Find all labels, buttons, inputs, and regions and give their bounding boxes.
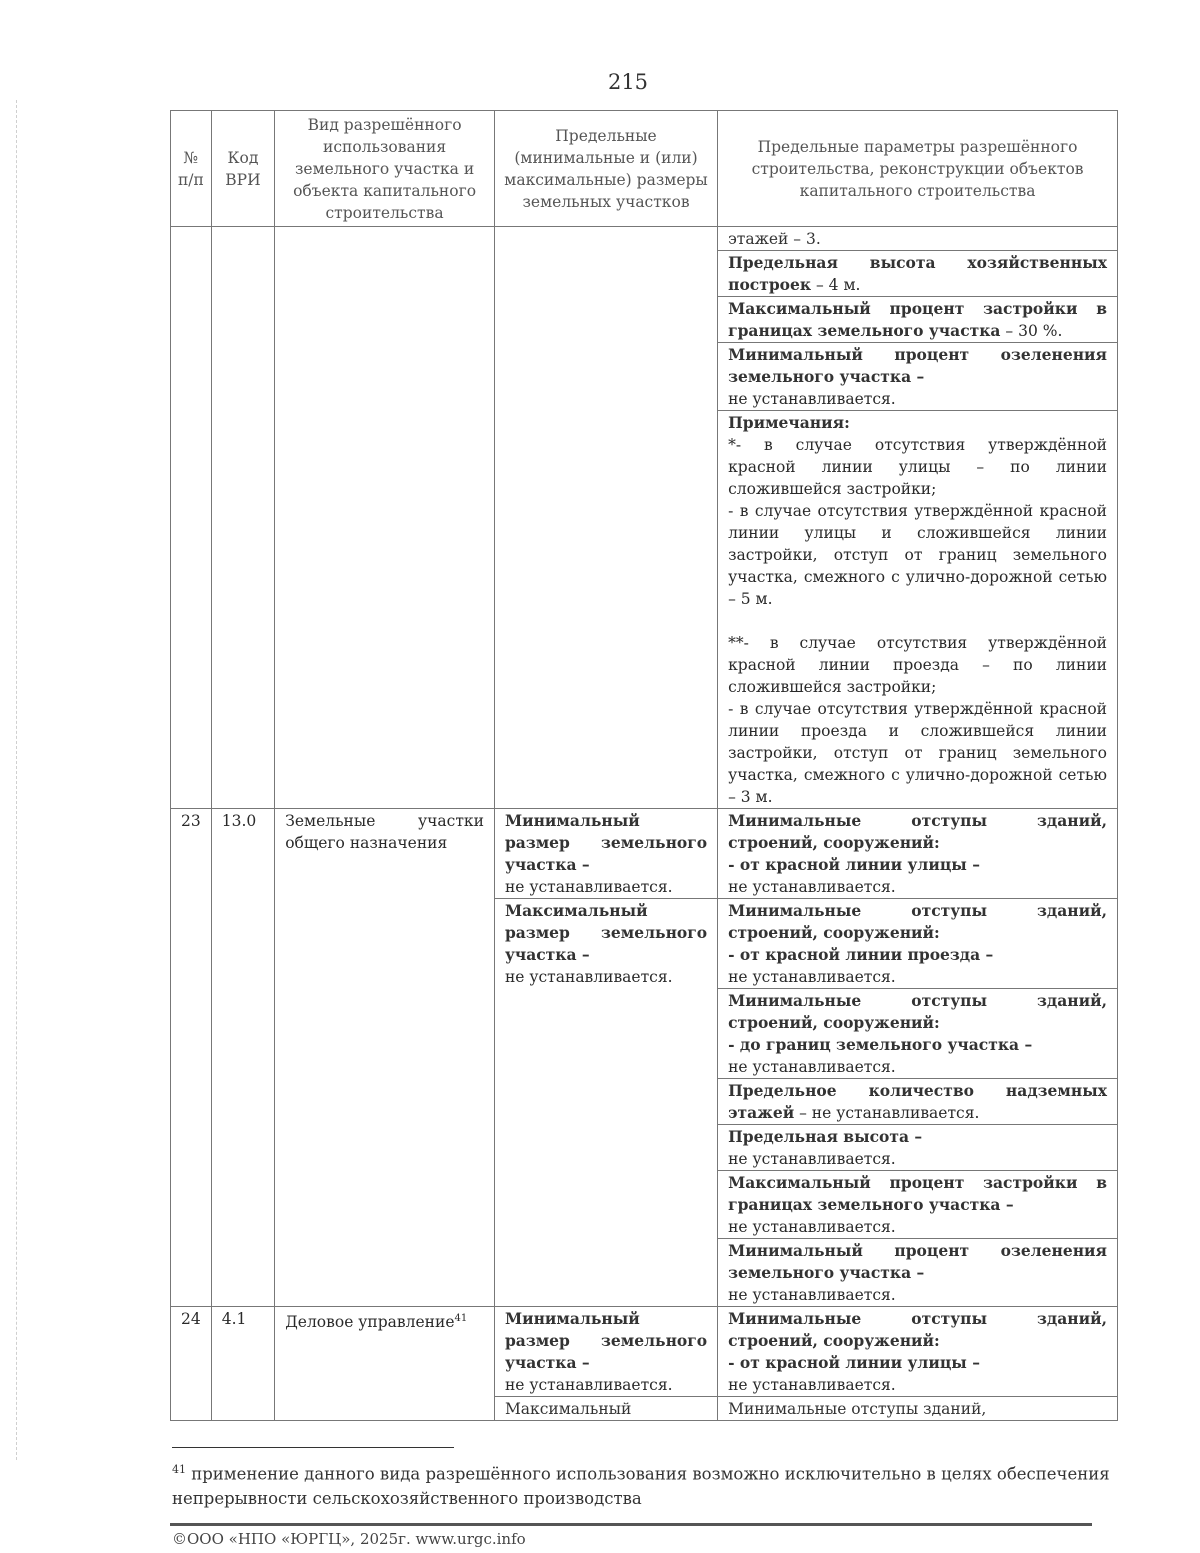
row23-param-5: Предельная высота – не устанавливается. [718, 1125, 1118, 1171]
row23-param-2: Минимальные отступы зданий, строений, сооружений: - от красной линии проезда – не устанавливается. [718, 899, 1118, 989]
row23-max-size: Максимальный размер земельного участка – не устанавливается. [494, 899, 717, 1307]
row23-param-4: Предельное количество надземных этажей – не устанавливается. [718, 1079, 1118, 1125]
note-2b: - в случае отсутствия утверждённой красной линии проезда и сложившейся линии застройки, отступ от границ земельного участка, смежного с улично-дорожной сетью – 3 м. [728, 700, 1107, 806]
copyright: ©ООО «НПО «ЮРГЦ», 2025г. www.urgc.info [172, 1530, 526, 1548]
table-row-23 [171, 809, 1118, 899]
row23-num: 23 [171, 809, 212, 1307]
param-greening: Минимальный процент озеленения земельного участка – не устанавливается. [718, 343, 1118, 411]
param-coverage: Максимальный процент застройки в границах земельного участка – 30 %. [718, 297, 1118, 343]
regulations-table [170, 110, 1118, 1421]
row24-num: 24 [171, 1307, 212, 1421]
footer-rule [170, 1523, 1092, 1526]
note-1a: *- в случае отсутствия утверждённой красной линии улицы – по линии сложившейся застройки; [728, 436, 1107, 498]
cell-num [171, 227, 212, 809]
table-row [171, 227, 1118, 251]
header-params: Предельные параметры разрешённого строительства, реконструкции объектов капитального строительства [718, 111, 1118, 227]
header-name: Вид разрешённого использования земельного участка и объекта капитального строительства [275, 111, 495, 227]
page-number: 215 [607, 70, 649, 94]
row24-max-size: Максимальный [494, 1397, 717, 1421]
param-outbuildings-height: Предельная высота хозяйственных построек – 4 м. [718, 251, 1118, 297]
notes-title: Примечания: [728, 413, 850, 432]
row23-code: 13.0 [211, 809, 274, 1307]
row23-param-6: Максимальный процент застройки в границах земельного участка – не устанавливается. [718, 1171, 1118, 1239]
row24-code: 4.1 [211, 1307, 274, 1421]
note-2a: **- в случае отсутствия утверждённой красной линии проезда – по линии сложившейся застройки; [728, 634, 1107, 696]
row23-min-size: Минимальный размер земельного участка – не устанавливается. [494, 809, 717, 899]
row23-name: Земельные участки общего назначения [275, 809, 495, 1307]
header-code: Код ВРИ [211, 111, 274, 227]
param-floors-tail: этажей – 3. [718, 227, 1118, 251]
cell-code [211, 227, 274, 809]
header-size: Предельные (минимальные и (или) максимальные) размеры земельных участков [494, 111, 717, 227]
param-notes [718, 411, 1118, 809]
row24-name: Деловое управление$^{41}$ [275, 1307, 495, 1421]
header-num: № п/п [171, 111, 212, 227]
footnote-separator [172, 1447, 454, 1448]
table-row-24 [171, 1307, 1118, 1397]
row24-param-2: Минимальные отступы зданий, [718, 1397, 1118, 1421]
footnote: $^{41}$ применение данного вида разрешённого использования возможно исключительно в целях обеспечения непрерывности сельскохозяйственного производства [172, 1463, 1110, 1508]
row23-param-3: Минимальные отступы зданий, строений, сооружений: - до границ земельного участка – не устанавливается. [718, 989, 1118, 1079]
row23-param-7: Минимальный процент озеленения земельного участка – не устанавливается. [718, 1239, 1118, 1307]
scan-edge-artifact [16, 100, 17, 1460]
row23-param-1: Минимальные отступы зданий, строений, сооружений: - от красной линии улицы – не устанавливается. [718, 809, 1118, 899]
row24-param-1: Минимальные отступы зданий, строений, сооружений: - от красной линии улицы – не устанавливается. [718, 1307, 1118, 1397]
table-header [171, 111, 1118, 227]
cell-size [494, 227, 717, 809]
note-1b: - в случае отсутствия утверждённой красной линии улицы и сложившейся линии застройки, отступ от границ земельного участка, смежного с улично-дорожной сетью – 5 м. [728, 502, 1107, 608]
cell-name [275, 227, 495, 809]
row24-min-size: Минимальный размер земельного участка – не устанавливается. [494, 1307, 717, 1397]
